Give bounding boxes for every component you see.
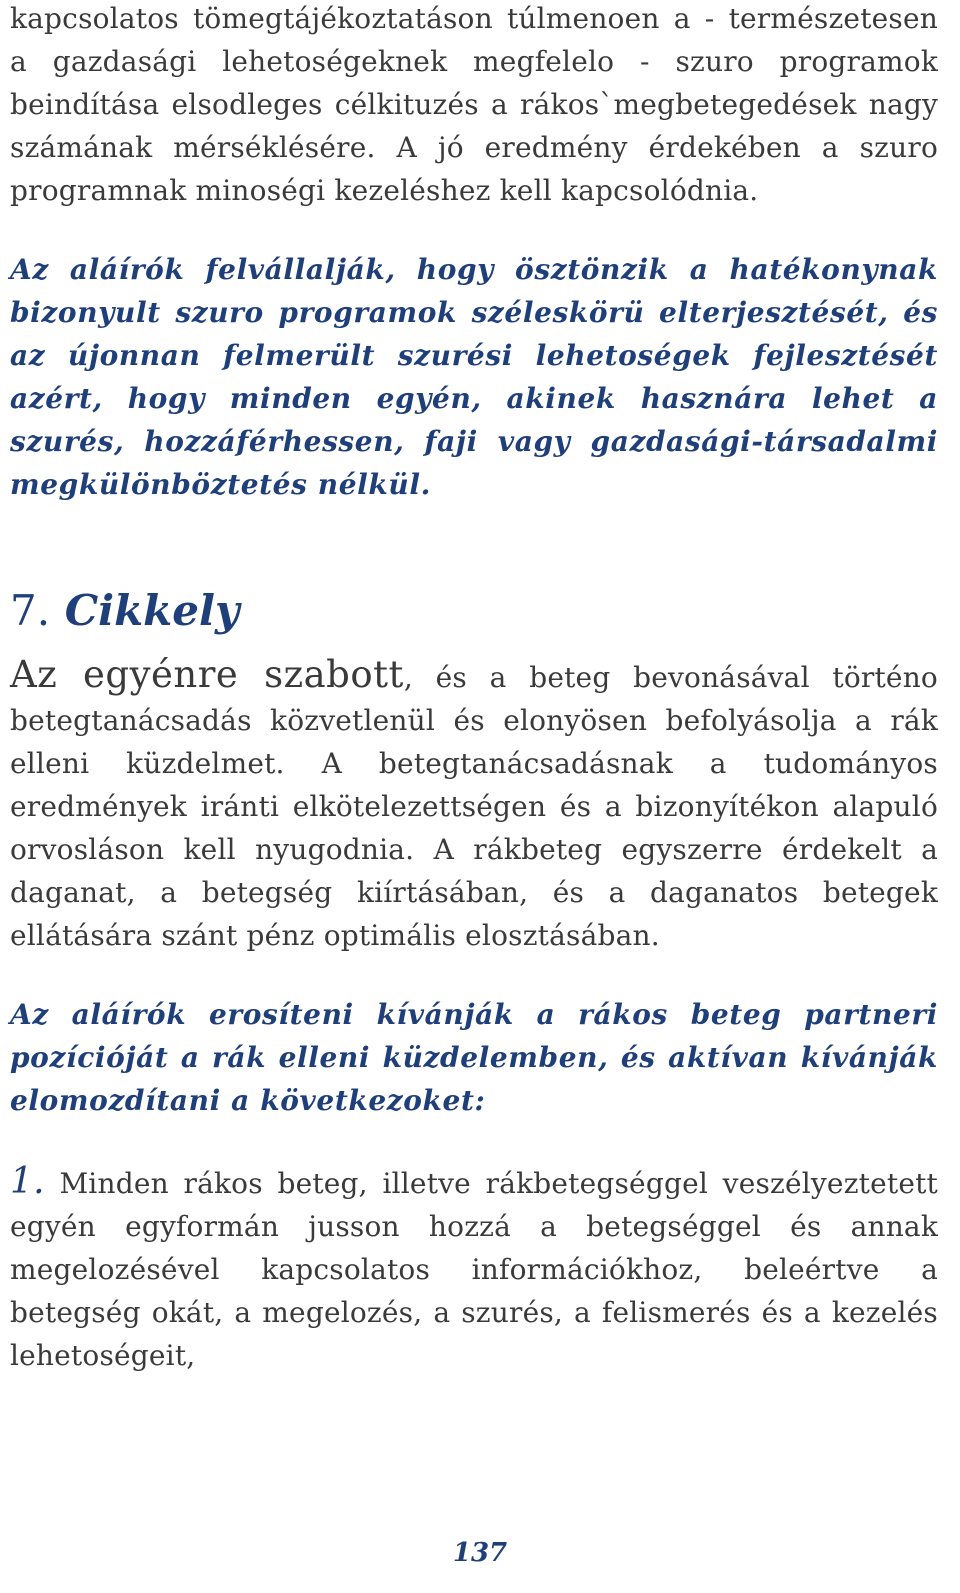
article-number: 7.: [10, 586, 51, 635]
item-text: Minden rákos beteg, illetve rákbetegséggel veszélyeztetett egyén egyformán jusson hozzá a betegséggel és annak megelozésével kapcsolatos információkhoz, beleértve a betegség okát, a megelozés, a szurés, a felismerés és a kezelés lehetoségeit,: [10, 1167, 938, 1372]
item-number: 1.: [10, 1161, 45, 1202]
page-number: 137: [452, 1538, 508, 1568]
list-item-1: [10, 1160, 938, 1377]
intro-paragraph: kapcsolatos tömegtájékoztatáson túlmenoen a - természetesen a gazdasági lehetoségeknek megfelelo - szuro programok beindítása elsodleges célkituzés a rákos`megbetegedések nagy számának mérséklésére. A jó eredmény érdekében a szuro programnak minoségi kezeléshez kell kapcsolódnia.: [10, 2, 938, 207]
article-lead: Az egyénre szabott: [10, 653, 404, 696]
article-body: , és a beteg bevonásával történo betegtanácsadás közvetlenül és elonyösen befolyásolja a rák elleni küzdelmet. A betegtanácsadásnak a tudományos eredmények iránti elkötelezettségen és a bizonyítékon alapuló orvosláson kell nyugodnia. A rákbeteg egyszerre érdekelt a daganat, a betegség kiírtásában, és a daganatos betegek ellátására szánt pénz optimális elosztásában.: [10, 661, 938, 952]
commitment-paragraph: Az aláírók felvállalják, hogy ösztönzik a hatékonynak bizonyult szuro programok széleskörü elterjesztését, és az újonnan felmerült szurési lehetoségek fejlesztését azért, hogy minden egyén, akinek hasznára lehet a szurés, hozzáférhessen, faji vagy gazdasági-társadalmi megkülönböztetés nélkül.: [10, 253, 938, 501]
article-title: Cikkely: [64, 586, 240, 635]
article-7-paragraph: [10, 653, 938, 957]
strengthen-paragraph: Az aláírók erosíteni kívánják a rákos beteg partneri pozícióját a rák elleni küzdelemben, és aktívan kívánják elomozdítani a következoket:: [10, 998, 938, 1117]
article-heading: [10, 585, 239, 637]
